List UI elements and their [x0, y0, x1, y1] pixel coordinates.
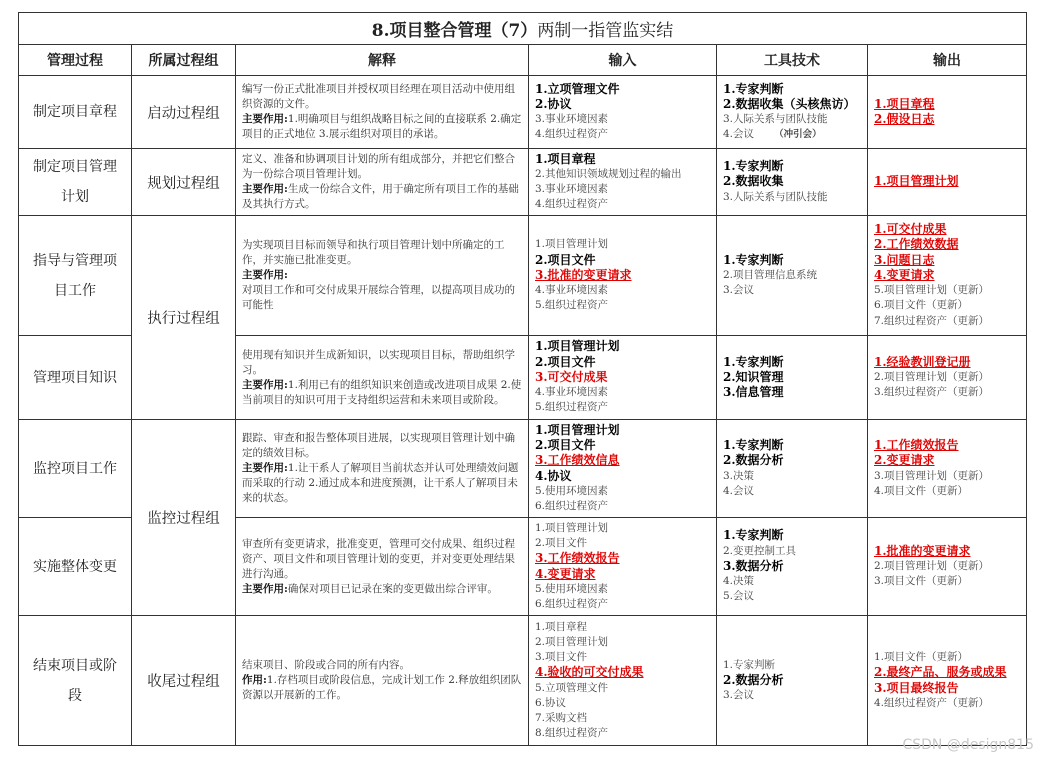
outputs-list: 1.项目文件（更新） 2.最终产品、服务或成果 3.项目最终报告 4.组织过程资产（更新） — [868, 616, 1027, 746]
description: 审查所有变更请求，批准变更，管理可交付成果、组织过程资产、项目文件和项目管理计划的变更，并对变更处理结果进行沟通。 主要作用:确保对项目已记录在案的变更做出综合评审。 — [236, 518, 529, 616]
header-description: 解释 — [236, 45, 529, 76]
table-title — [19, 13, 1027, 45]
description: 为实现项目目标而领导和执行项目管理计划中所确定的工作，并实施已批准变更。 主要作用: 对项目工作和可交付成果开展综合管理，以提高项目成功的可能性 — [236, 216, 529, 336]
process-group: 执行过程组 — [132, 216, 236, 420]
inputs-list: 1.项目管理计划 2.项目文件 3.批准的变更请求 4.事业环境因素 5.组织过程资产 — [529, 216, 717, 336]
title-rest: 两制一指管监实结 — [537, 21, 674, 41]
process-group: 监控过程组 — [132, 420, 236, 616]
description: 结束项目、阶段或合同的所有内容。 作用:1.存档项目或阶段信息，完成计划工作 2.释放组织团队资源以开展新的工作。 — [236, 616, 529, 746]
table-row — [19, 420, 1027, 518]
tools-list: 1.专家判断 2.项目管理信息系统 3.会议 — [717, 216, 868, 336]
tools-list: 1.专家判断 2.数据分析 3.决策 4.会议 — [717, 420, 868, 518]
process-name: 管理项目知识 — [19, 336, 132, 420]
header-tools: 工具技术 — [717, 45, 868, 76]
process-group: 启动过程组 — [132, 76, 236, 149]
outputs-list: 1.项目管理计划 — [868, 149, 1027, 216]
process-name: 监控项目工作 — [19, 420, 132, 518]
outputs-list: 1.经验教训登记册 2.项目管理计划（更新） 3.组织过程资产（更新） — [868, 336, 1027, 420]
inputs-list: 1.项目章程 2.其他知识领域规划过程的输出 3.事业环境因素 4.组织过程资产 — [529, 149, 717, 216]
inputs-list: 1.项目管理计划 2.项目文件 3.工作绩效信息 4.协议 5.使用环境因素 6.组织过程资产 — [529, 420, 717, 518]
inputs-list: 1.项目管理计划 2.项目文件 3.可交付成果 4.事业环境因素 5.组织过程资产 — [529, 336, 717, 420]
inputs-list: 1.项目管理计划 2.项目文件 3.工作绩效报告 4.变更请求 5.使用环境因素 6.组织过程资产 — [529, 518, 717, 616]
tools-list: 1.专家判断 2.数据分析 3.会议 — [717, 616, 868, 746]
inputs-list: 1.项目章程 2.项目管理计划 3.项目文件 4.验收的可交付成果 5.立项管理文件 6.协议 7.采购文档 8.组织过程资产 — [529, 616, 717, 746]
table-row — [19, 616, 1027, 746]
watermark: CSDN @design815 — [902, 737, 1034, 753]
header-inputs: 输入 — [529, 45, 717, 76]
process-name: 实施整体变更 — [19, 518, 132, 616]
outputs-list: 1.工作绩效报告 2.变更请求 3.项目管理计划（更新） 4.项目文件（更新） — [868, 420, 1027, 518]
table-row — [19, 76, 1027, 149]
description: 跟踪、审查和报告整体项目进展，以实现项目管理计划中确定的绩效目标。 主要作用:1.让干系人了解项目当前状态并认可处理绩效问题而采取的行动 2.通过成本和进度预测，让干系人了解项目未来的状态。 — [236, 420, 529, 518]
process-name: 结束项目或阶段 — [19, 616, 132, 746]
outputs-list: 1.可交付成果 2.工作绩效数据 3.问题日志 4.变更请求 5.项目管理计划（更新） 6.项目文件（更新） 7.组织过程资产（更新） — [868, 216, 1027, 336]
tools-list: 1.专家判断 2.知识管理 3.信息管理 — [717, 336, 868, 420]
inputs-list: 1.立项管理文件 2.协议 3.事业环境因素 4.组织过程资产 — [529, 76, 717, 149]
process-name: 指导与管理项目工作 — [19, 216, 132, 336]
tools-list: 1.专家判断 2.数据收集（头核焦访） 3.人际关系与团队技能 4.会议 （冲引会） — [717, 76, 868, 149]
tools-list: 1.专家判断 2.变更控制工具 3.数据分析 4.决策 5.会议 — [717, 518, 868, 616]
title-bold: 8.项目整合管理（7） — [371, 21, 538, 41]
header-outputs: 输出 — [868, 45, 1027, 76]
outputs-list: 1.批准的变更请求 2.项目管理计划（更新） 3.项目文件（更新） — [868, 518, 1027, 616]
process-name: 制定项目章程 — [19, 76, 132, 149]
tools-list: 1.专家判断 2.数据收集 3.人际关系与团队技能 — [717, 149, 868, 216]
process-group: 收尾过程组 — [132, 616, 236, 746]
header-row — [19, 45, 1027, 76]
description: 使用现有知识并生成新知识，以实现项目目标，帮助组织学习。 主要作用:1.利用已有的组织知识来创造或改进项目成果 2.使当前项目的知识可用于支持组织运营和未来项目或阶段。 — [236, 336, 529, 420]
header-process: 管理过程 — [19, 45, 132, 76]
integration-management-table — [18, 12, 1027, 746]
process-name: 制定项目管理计划 — [19, 149, 132, 216]
outputs-list: 1.项目章程 2.假设日志 — [868, 76, 1027, 149]
table-row — [19, 149, 1027, 216]
process-group: 规划过程组 — [132, 149, 236, 216]
description: 定义、准备和协调项目计划的所有组成部分，并把它们整合为一份综合项目管理计划。 主要作用:生成一份综合文件，用于确定所有项目工作的基础及其执行方式。 — [236, 149, 529, 216]
header-group: 所属过程组 — [132, 45, 236, 76]
description: 编写一份正式批准项目并授权项目经理在项目活动中使用组织资源的文件。 主要作用:1.明确项目与组织战略目标之间的直接联系 2.确定项目的正式地位 3.展示组织对项目的承诺。 — [236, 76, 529, 149]
table-row — [19, 216, 1027, 336]
